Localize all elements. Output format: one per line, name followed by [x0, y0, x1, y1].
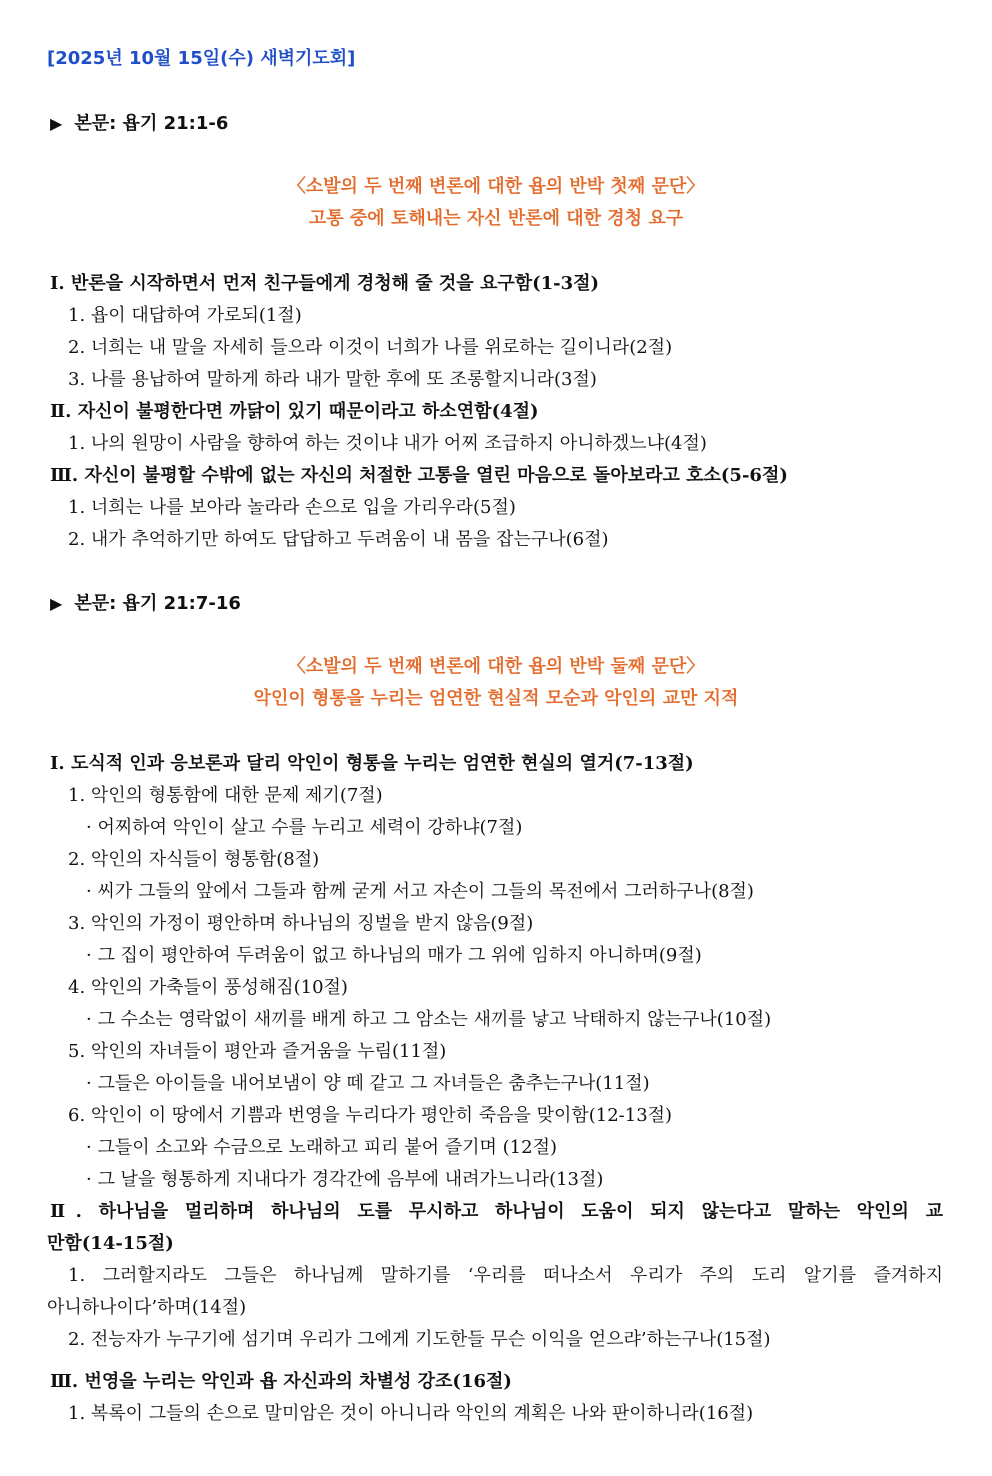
outline-heading: Ⅱ. 자신이 불평한다면 까닭이 있기 때문이라고 하소연함(4절) [50, 401, 539, 422]
passage-label: 본문: 욥기 21:7-16 [74, 593, 241, 614]
outline-bullet: · 그 집이 평안하여 두려움이 없고 하나님의 매가 그 위에 임하지 아니하며(9절) [86, 945, 702, 966]
outline-item: 5. 악인의 자녀들이 평안과 즐거움을 누림(11절) [68, 1041, 447, 1062]
outline-item: 2. 전능자가 누구기에 섬기며 우리가 그에게 기도한들 무슨 이익을 얻으랴’하는구나(15절) [68, 1329, 771, 1350]
outline-item: 4. 악인의 가축들이 풍성해짐(10절) [68, 977, 348, 998]
section-theme: 악인이 형통을 누리는 엄연한 현실적 모순과 악인의 교만 지적 [253, 688, 739, 709]
outline-item: 1. 그러할지라도 그들은 하나님께 말하기를 ‘우리를 떠나소서 우리가 주의 도리 알기를 즐겨하지 [68, 1265, 943, 1286]
outline-item: 2. 악인의 자식들이 형통함(8절) [68, 849, 320, 870]
passage-heading-2 [50, 589, 241, 615]
outline-item: 1. 복록이 그들의 손으로 말미암은 것이 아니니라 악인의 계획은 나와 판이하니라(16절) [68, 1403, 754, 1424]
outline-item: 2. 내가 추억하기만 하여도 답답하고 두려움이 내 몸을 잡는구나(6절) [68, 529, 609, 550]
outline-item: 1. 너희는 나를 보아라 놀라라 손으로 입을 가리우라(5절) [68, 497, 516, 518]
outline-bullet: · 그 날을 형통하게 지내다가 경각간에 음부에 내려가느니라(13절) [86, 1169, 604, 1190]
outline-bullet: · 씨가 그들의 앞에서 그들과 함께 굳게 서고 자손이 그들의 목전에서 그러하구나(8절) [86, 881, 754, 902]
outline-item: 3. 악인의 가정이 평안하며 하나님의 징벌을 받지 않음(9절) [68, 913, 534, 934]
outline-item: 6. 악인이 이 땅에서 기쁨과 번영을 누리다가 평안히 죽음을 맞이함(12-13절) [68, 1105, 673, 1126]
section-subtitle: 〈소발의 두 번째 변론에 대한 욥의 반박 둘째 문단〉 [287, 656, 705, 677]
outline-heading: Ⅰ. 반론을 시작하면서 먼저 친구들에게 경청해 줄 것을 요구함(1-3절) [50, 273, 600, 294]
outline-item: 1. 욥이 대답하여 가로되(1절) [68, 305, 302, 326]
outline-heading-continued: 만함(14-15절) [47, 1233, 174, 1254]
outline-bullet: · 어찌하여 악인이 살고 수를 누리고 세력이 강하냐(7절) [86, 817, 523, 838]
outline-bullet: · 그 수소는 영락없이 새끼를 배게 하고 그 암소는 새끼를 낳고 낙태하지 않는구나(10절) [86, 1009, 772, 1030]
outline-item: 2. 너희는 내 말을 자세히 들으라 이것이 너희가 나를 위로하는 길이니라(2절) [68, 337, 673, 358]
outline-heading: Ⅲ. 자신이 불평할 수밖에 없는 자신의 처절한 고통을 열린 마음으로 돌아보라고 호소(5-6절) [50, 465, 788, 486]
section-theme: 고통 중에 토해내는 자신 반론에 대한 경청 요구 [308, 208, 684, 229]
outline-heading: Ⅰ. 도식적 인과 응보론과 달리 악인이 형통을 누리는 엄연한 현실의 열거(7-13절) [50, 753, 694, 774]
triangle-bullet-icon: ▶ [50, 594, 63, 613]
passage-label: 본문: 욥기 21:1-6 [74, 113, 229, 134]
outline-bullet: · 그들이 소고와 수금으로 노래하고 피리 붙어 즐기며 (12절) [86, 1137, 557, 1158]
outline-bullet: · 그들은 아이들을 내어보냄이 양 떼 같고 그 자녀들은 춤추는구나(11절) [86, 1073, 650, 1094]
outline-item: 1. 나의 원망이 사람을 향하여 하는 것이냐 내가 어찌 조급하지 아니하겠느냐(4절) [68, 433, 707, 454]
outline-heading: Ⅱ. 하나님을 멀리하며 하나님의 도를 무시하고 하나님이 도움이 되지 않는다고 말하는 악인의 교 [50, 1201, 943, 1222]
outline-heading: Ⅲ. 번영을 누리는 악인과 욥 자신과의 차별성 강조(16절) [50, 1371, 512, 1392]
outline-item-continued: 아니하나이다’하며(14절) [47, 1297, 247, 1318]
passage-heading-1 [50, 109, 228, 135]
section-subtitle: 〈소발의 두 번째 변론에 대한 욥의 반박 첫째 문단〉 [287, 176, 705, 197]
outline-item: 3. 나를 용납하여 말하게 하라 내가 말한 후에 또 조롱할지니라(3절) [68, 369, 597, 390]
triangle-bullet-icon: ▶ [50, 114, 63, 133]
document-title: [2025년 10월 15일(수) 새벽기도회] [47, 48, 356, 69]
outline-item: 1. 악인의 형통함에 대한 문제 제기(7절) [68, 785, 383, 806]
